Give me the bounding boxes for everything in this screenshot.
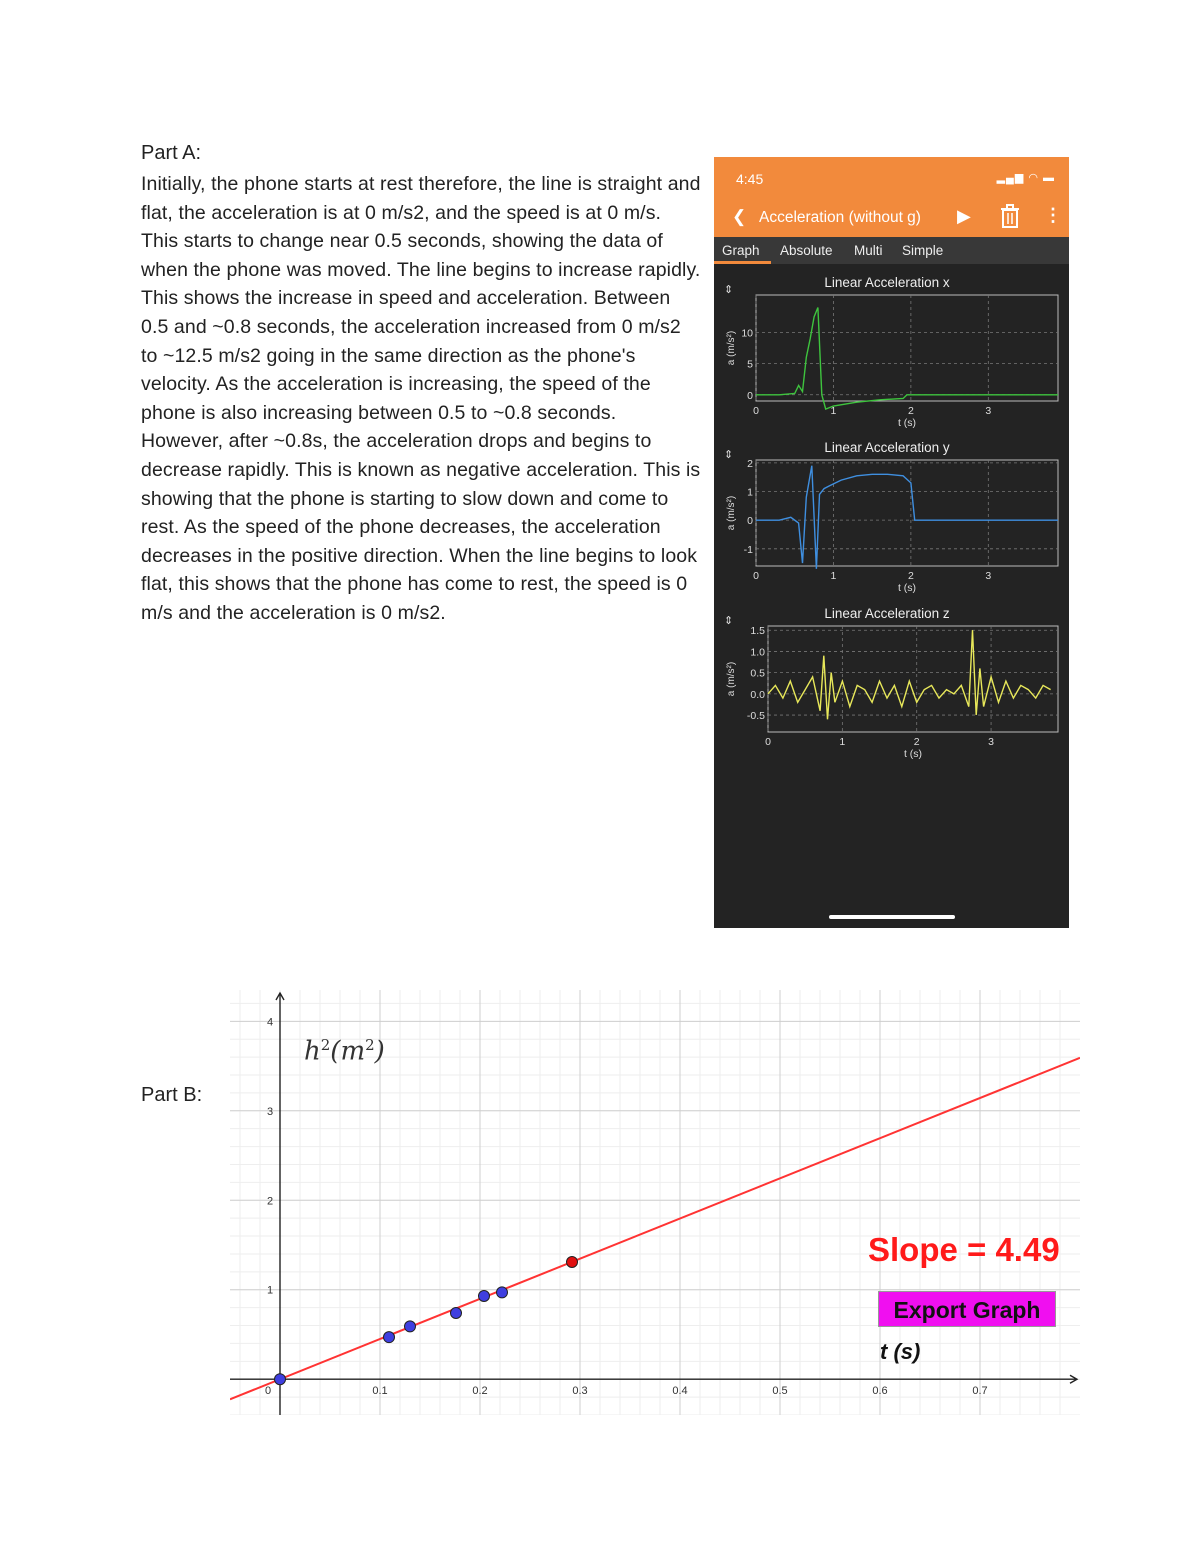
best-fit-line [230, 1058, 1080, 1399]
y-tick-label: 1 [747, 486, 753, 499]
x-tick-label: 2 [907, 570, 914, 582]
expand-arrows-icon: ⇕ [724, 614, 734, 627]
y-tick-label: 0.5 [750, 667, 765, 680]
panel-title: Linear Acceleration z [824, 606, 950, 621]
x-tick-label: 2 [907, 405, 914, 417]
data-point [384, 1332, 395, 1343]
y-axis-title-base: h [304, 1036, 321, 1067]
y-axis-title-unit: (m [330, 1036, 366, 1067]
x-tick-label: 1 [839, 736, 846, 748]
series-line [768, 630, 1051, 719]
x-tick-label: 0.5 [772, 1385, 788, 1398]
part-b-heading: Part B: [141, 1084, 203, 1106]
y-tick-label: 1 [266, 1284, 274, 1297]
data-point [479, 1291, 490, 1302]
y-tick-label: 0.0 [750, 688, 765, 701]
y-tick-label: 3 [266, 1105, 274, 1118]
experiment-title: Acceleration (without g) [759, 209, 921, 226]
x-tick-label: 3 [985, 405, 992, 417]
y-tick-label: 5 [747, 358, 753, 371]
slope-label: Slope = 4.49 [868, 1231, 1060, 1268]
y-axis-label: a (m/s²) [726, 330, 737, 366]
part-a-heading: Part A: [141, 142, 202, 164]
y-tick-label: -1 [743, 543, 753, 556]
y-axis-title-close: ) [374, 1036, 385, 1067]
tab-graph[interactable]: Graph [722, 243, 760, 258]
status-clock: 4:45 [736, 171, 764, 187]
x-tick-label: 0 [753, 570, 759, 582]
x-tick-label: 3 [988, 736, 994, 748]
data-point [497, 1287, 508, 1298]
x-tick-label: 0.2 [472, 1385, 488, 1398]
y-tick-label: 1.0 [750, 646, 765, 659]
tab-multi[interactable]: Multi [854, 243, 883, 258]
y-tick-label: 2 [747, 457, 753, 470]
part-a-paragraph: Initially, the phone starts at rest therefore, the line is straight and flat, the acceleration is at 0 m/s2, and the speed is at 0 m/s. This starts to change near 0.5 seconds, showing the data of when the phone was moved. The line begins to increase rapidly. This shows the increase in speed and acceleration. Between 0.5 and ~0.8 seconds, the acceleration increased from 0 m/s2 to ~12.5 m/s2 going in the same direction as the phone's velocity. As the acceleration is increasing, the speed of the phone is also increasing between 0.5 to ~0.8 seconds. However, after ~0.8s, the acceleration drops and begins to decrease rapidly. This is known as negative acceleration. This is showing that the phone is starting to slow down and come to rest. As the speed of the phone decreases, the acceleration decreases in the positive direction. When the line begins to look flat, this shows that the phone has come to rest, the speed is 0 m/s and the acceleration is 0 m/s2. [141, 173, 701, 624]
home-indicator [829, 915, 955, 919]
x-tick-label: 0.6 [872, 1385, 888, 1398]
back-chevron-icon[interactable]: ❮ [732, 207, 747, 226]
plot-frame [756, 295, 1058, 401]
y-axis-title: $h^2(m^2)$ [304, 1036, 385, 1067]
data-point [405, 1321, 416, 1332]
x-tick-label: 0 [264, 1385, 272, 1398]
x-tick-label: 0 [753, 405, 759, 417]
export-graph-button[interactable]: Export Graph [878, 1291, 1056, 1327]
tab-simple[interactable]: Simple [902, 243, 944, 258]
data-point-highlighted [567, 1257, 578, 1268]
y-tick-label: 10 [741, 327, 753, 340]
x-axis-label: t (s) [897, 582, 917, 594]
y-axis-label: a (m/s²) [726, 495, 737, 531]
data-point [451, 1308, 462, 1319]
y-tick-label: 2 [266, 1195, 274, 1208]
expand-arrows-icon: ⇕ [724, 448, 734, 461]
x-tick-label: 0.3 [572, 1385, 588, 1398]
panel-title: Linear Acceleration x [824, 275, 950, 290]
panel-title: Linear Acceleration y [824, 440, 950, 455]
series-line [756, 466, 1058, 569]
y-tick-label: 0 [747, 515, 753, 528]
x-tick-label: 3 [985, 570, 992, 582]
y-tick-label: 1.5 [750, 625, 765, 638]
signal-wifi-battery-icon: ▂▄▆ ◠ ▬ [996, 172, 1055, 184]
y-tick-label: -0.5 [746, 710, 765, 723]
x-axis-label: t (s) [903, 748, 923, 760]
more-options-icon[interactable]: ⋮ [1044, 205, 1062, 225]
x-tick-label: 0.1 [372, 1385, 388, 1398]
y-tick-label: 4 [266, 1016, 274, 1029]
series-line [756, 308, 1058, 410]
tab-absolute[interactable]: Absolute [780, 243, 833, 258]
x-tick-label: 1 [830, 405, 837, 417]
phone-acceleration-graphs [714, 157, 1069, 928]
x-tick-label: 0 [765, 736, 771, 748]
x-axis-title: t (s) [880, 1339, 921, 1364]
phone-screenshot [714, 157, 1069, 928]
data-point [275, 1374, 286, 1385]
y-tick-label: 0 [747, 389, 753, 402]
x-tick-label: 2 [913, 736, 920, 748]
expand-arrows-icon: ⇕ [724, 283, 734, 296]
play-icon[interactable]: ▶ [957, 206, 971, 226]
y-axis-label: a (m/s²) [726, 661, 737, 697]
x-tick-label: 0.4 [672, 1385, 688, 1398]
x-tick-label: 0.7 [972, 1385, 988, 1398]
x-tick-label: 1 [830, 570, 837, 582]
x-axis-label: t (s) [897, 417, 917, 429]
